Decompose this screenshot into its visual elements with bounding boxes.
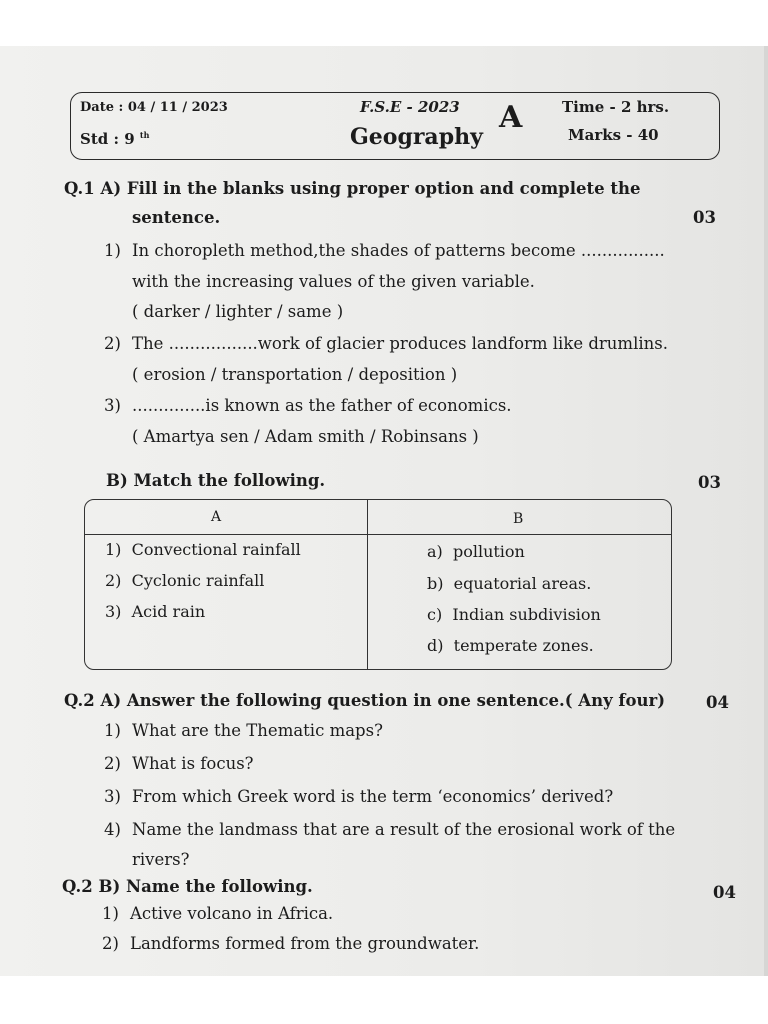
row-letter: a) [427, 542, 443, 561]
row-text: equatorial areas. [453, 574, 592, 593]
row-letter: c) [427, 605, 443, 624]
q2b-item-2-text: Landforms formed from the groundwater. [130, 934, 480, 953]
q1a-item-1-no: 1) [104, 241, 121, 260]
table-row [105, 540, 301, 559]
q2b-item-2-no: 2) [102, 934, 119, 953]
q1a-item-1-options: ( darker / lighter / same ) [132, 302, 344, 321]
row-letter: d) [427, 636, 444, 655]
q1a-item-3-no: 3) [104, 396, 121, 415]
row-text: temperate zones. [453, 636, 594, 655]
q1a-item-1-text: In choropleth method,the shades of patterns become ................ [132, 241, 665, 260]
column-b-header: B [513, 511, 524, 527]
q2a-item-2-text: What is focus? [132, 754, 254, 773]
q2b-item-1-no: 1) [102, 904, 119, 923]
standard-value: Std : 9 [80, 130, 135, 148]
subject-title: Geography [350, 124, 483, 150]
q1a-marks: 03 [693, 208, 716, 227]
q1a-item-2-no: 2) [104, 334, 121, 353]
q2a-item-1-text: What are the Thematic maps? [132, 721, 383, 740]
q1a-item-2-text: The .................work of glacier produces landform like drumlins. [132, 334, 668, 353]
exam-date: Date : 04 / 11 / 2023 [80, 100, 228, 115]
table-row [427, 574, 591, 593]
q1a-item-3-text: ..............is known as the father of economics. [132, 396, 512, 415]
q2a-item-3-text: From which Greek word is the term ‘economics’ derived? [132, 787, 614, 806]
row-text: Indian subdivision [452, 605, 601, 624]
row-text: Convectional rainfall [131, 540, 301, 559]
q2a-item-3-no: 3) [104, 787, 121, 806]
standard-suffix: th [139, 130, 150, 140]
row-number: 1) [105, 540, 122, 559]
row-text: Acid rain [131, 602, 206, 621]
q2a-item-1-no: 1) [104, 721, 121, 740]
q1a-title-cont: sentence. [132, 208, 221, 227]
q2a-item-4-text: Name the landmass that are a result of the erosional work of the [132, 820, 676, 839]
q1a-title: Q.1 A) Fill in the blanks using proper option and complete the [64, 179, 641, 198]
q1a-item-1-text-cont: with the increasing values of the given variable. [132, 272, 535, 291]
exam-name: F.S.E - 2023 [360, 98, 460, 116]
paper-edge [764, 46, 768, 976]
q2a-title: Q.2 A) Answer the following question in one sentence.( Any four) [64, 691, 666, 710]
table-row [427, 636, 594, 655]
q1b-marks: 03 [698, 473, 721, 492]
q1a-item-3-options: ( Amartya sen / Adam smith / Robinsans ) [132, 427, 479, 446]
q2b-item-1-text: Active volcano in Africa. [130, 904, 334, 923]
table-row [427, 605, 601, 624]
exam-time: Time - 2 hrs. [562, 98, 670, 116]
q2b-marks: 04 [713, 883, 736, 902]
row-text: Cyclonic rainfall [131, 571, 265, 590]
row-number: 2) [105, 571, 122, 590]
q2b-title: Q.2 B) Name the following. [62, 877, 313, 896]
paper-set: A [499, 100, 523, 135]
table-column-divider [367, 500, 368, 669]
row-text: pollution [452, 542, 525, 561]
q2a-item-4-text-cont: rivers? [132, 850, 190, 869]
column-a-header: A [211, 509, 222, 525]
row-letter: b) [427, 574, 444, 593]
total-marks: Marks - 40 [568, 126, 659, 144]
q2a-item-4-no: 4) [104, 820, 121, 839]
q2a-marks: 04 [706, 693, 729, 712]
row-number: 3) [105, 602, 122, 621]
q1a-item-2-options: ( erosion / transportation / deposition ) [132, 365, 458, 384]
table-row [105, 571, 264, 590]
table-header-divider [85, 534, 671, 535]
table-row [427, 542, 525, 561]
standard [80, 130, 149, 148]
q2a-item-2-no: 2) [104, 754, 121, 773]
q1b-title: B) Match the following. [106, 471, 326, 490]
match-table [84, 499, 672, 670]
table-row [105, 602, 205, 621]
